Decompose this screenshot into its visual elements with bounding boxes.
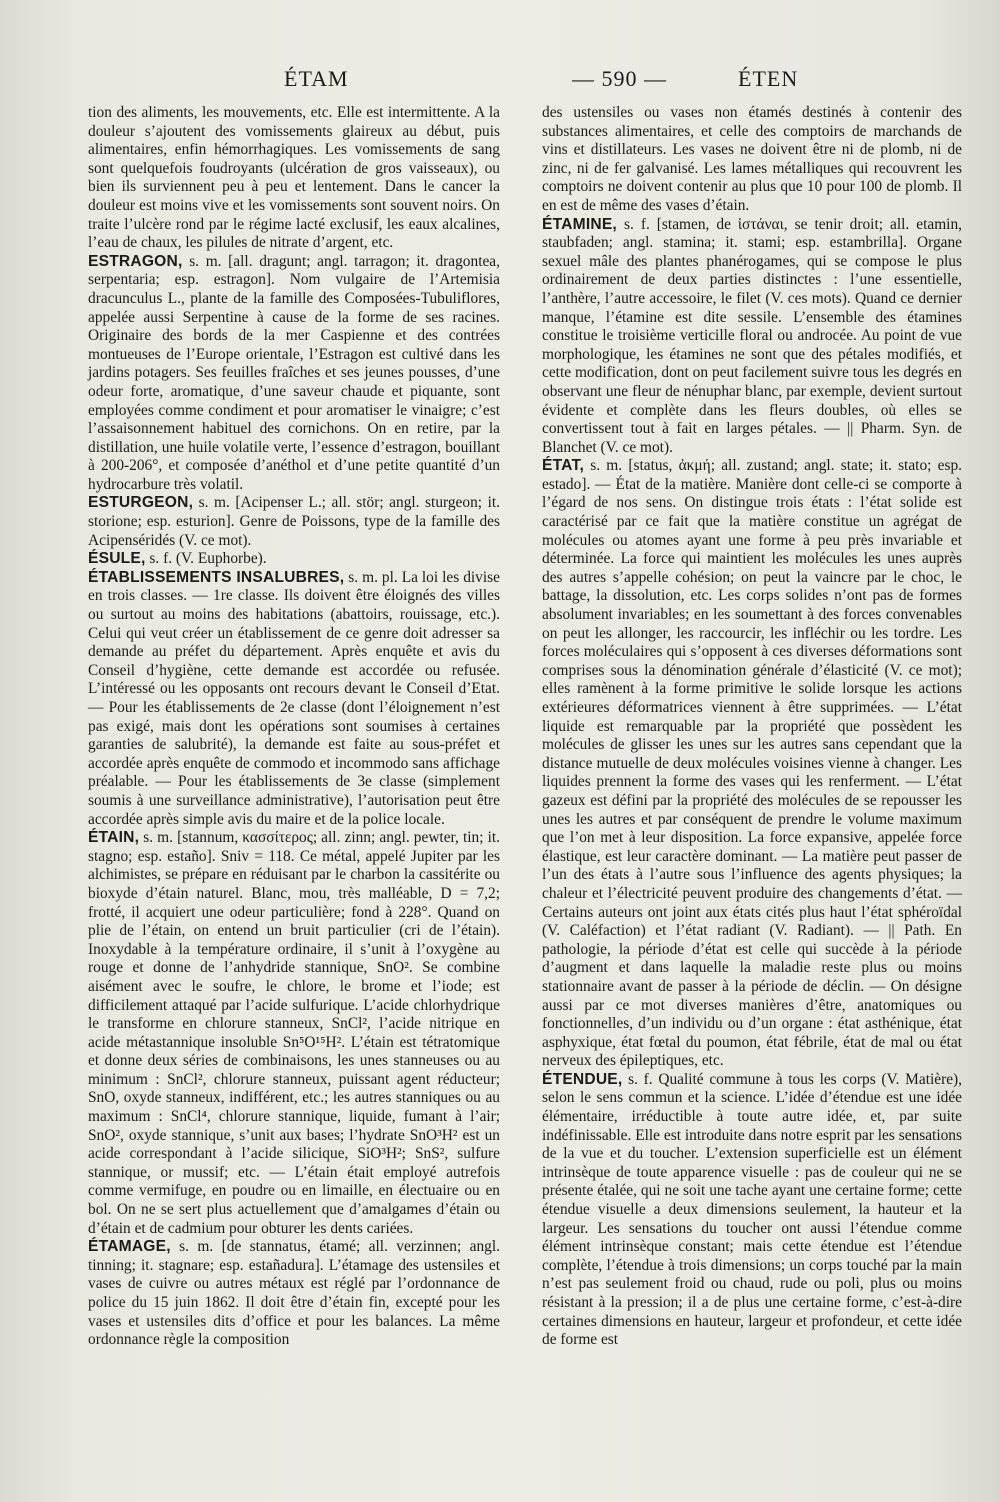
- entry-esule: [88, 550, 500, 569]
- entry-headword: ÉSULE,: [88, 550, 146, 568]
- entry-continuation: [542, 104, 962, 216]
- entry-text: s. m. [Acipenser L.; all. stör; angl. sturgeon; it. storione; esp. esturion]. Genre de Poissons, type de la famille des Acipenséridés (V. ce mot).: [88, 494, 500, 549]
- entry-text: s. f. [stamen, de ἱστάναι, se tenir droit; all. etamin, staubfaden; angl. stamina; it. stami; esp. estambrilla]. Organe sexuel mâle des plantes phanérogames, qui se compose le plus ordinairement de deux parties distinctes : l’une essentielle, l’anthère, l’autre accessoire, le filet (V. ces mots). Quand ce dernier manque, l’étamine est dite sessile. L’ensemble des étamines constitue le troisième verticille floral ou androcée. Au point de vue morphologique, les étamines ne sont que des pétales modifiés, et cette modification, dont on peut facilement suivre tous les degrés en observant une fleur de nénuphar blanc, par exemple, devient surtout évidente et complète dans les fleurs doubles, où elles se convertissent tout à fait en larges pétales. — || Pharm. Syn. de Blanchet (V. ce mot).: [542, 215, 962, 456]
- entry-headword: ESTURGEON,: [88, 494, 194, 512]
- entry-text: s. m. [stannum, κασσίτερος; all. zinn; angl. pewter, tin; it. stagno; esp. estaño]. Sniv = 118. Ce métal, appelé Jupiter par les alchimistes, se prépare en réduisant par le charbon la cassitérite ou bioxyde d’étain naturel. Blanc, mou, très malléable, D = 7,2; frotté, il acquiert une odeur particulière; fond à 228°. Quand on plie de l’étain, on entend un bruit particulier (cri de l’étain). Inoxydable à la température ordinaire, il s’unit à l’oxygène au rouge et donne de l’anhydride stannique, SnO². Se combine aisément avec le soufre, le chlore, le brome et l’iode; est difficilement attaqué par l’acide sulfurique. L’acide chlorhydrique le transforme en chlorure stanneux, SnCl², l’acide nitrique en acide métastannique insoluble Sn⁵O¹⁵H². L’étain est tétratomique et donne deux séries de combinaisons, les unes stanneuses ou au minimum : SnCl², chlorure stanneux, puissant agent réducteur; SnO, oxyde stanneux, indifférent, etc.; les autres stanniques ou au maximum : SnCl⁴, chlorure stannique, liquide, fumant à l’air; SnO², oxyde stannique, s’unit aux bases; l’hydrate SnO³H² est un acide correspondant à l’acide silicique, SiO³H²; SnS², sulfure stannique, or mussif; etc. — L’étain était employé autrefois comme vermifuge, en poudre ou en limaille, en électuaire ou en bol. On ne se sert plus actuellement que d’amalgames d’étain ou d’étain et de cadmium pour obturer les dents cariées.: [88, 829, 500, 1237]
- entry-text: s. f. Qualité commune à tous les corps (V. Matière), selon le sens commun et la science. L’idée d’étendue est une idée élémentaire, irréductible à toute autre idée, et, par suite indéfinissable. Elle est introduite dans notre esprit par les sensations de la vue et du toucher. L’extension superficielle est un élément intrinsèque de toute apparence visuelle : pas de couleur qui ne se présente étalée, qui ne soit une tache ayant une certaine forme; cette étendue visuelle a deux dimensions seulement, la hauteur et la largeur. Les sensations du toucher ont aussi l’étendue comme élément intrinsèque constant; mais cette étendue est l’étendue complète, l’étendue à trois dimensions; un corps touché par la main n’est pas seulement froid ou chaud, rude ou poli, plus ou moins résistant à la pression; il a de plus une certaine forme, c’est-à-dire certaines dimensions en hauteur, largeur et profondeur, et cette idée de forme est: [542, 1070, 963, 1349]
- entry-headword: ÉTAIN,: [88, 829, 140, 847]
- entry-etain: [88, 829, 500, 1238]
- entry-headword: ÉTABLISSEMENTS INSALUBRES,: [88, 568, 345, 586]
- entry-headword: ÉTENDUE,: [542, 1070, 623, 1088]
- header-right-guideword: ÉTEN: [738, 66, 799, 91]
- entry-text: s. m. [all. dragunt; angl. tarragon; it. dragontea, serpentaria; esp. estragon]. Nom vulgaire de l’Artemisia dracunculus L., plante de la famille des Composées-Tubuliflores, appelée aussi Serpentine à cause de la forme de ses racines. Originaire des bords de la mer Caspienne et des contrées montueuses de l’Europe orientale, l’Estragon est cultivé dans les jardins potagers. Ses feuilles fraîches et ses jeunes pousses, d’une odeur forte, aromatique, d’une saveur chaude et piquante, sont employées comme condiment et pour aromatiser le vinaigre; c’est l’assaisonnement habituel des cornichons. On en retire, par la distillation, une huile volatile verte, l’essence d’estragon, bouillant à 200-206°, et composée d’anéthol et d’une petite quantité d’un hydrocarbure très volatil.: [88, 252, 500, 493]
- left-column: [88, 104, 500, 1350]
- entry-text: s. m. pl. La loi les divise en trois classes. — 1re classe. Ils doivent être éloignés des villes ou surtout au moins des habitations (abattoirs, rouissage, etc.). Celui qui veut créer un établissement de ce genre doit adresser sa demande au préfet du département. Après enquête et avis du Conseil d’hygiène, cette demande est accordée ou refusée. L’intéressé ou les opposants ont recours devant le Conseil d’Etat. — Pour les établissements de 2e classe (dont l’éloignement n’est pas exigé, mais dont les opérations sont soumises à certaines garanties de salubrité), la demande est faite au sous-préfet et accordée après enquête de commodo et incommodo sans affichage préalable. — Pour les établissements de 3e classe (simplement soumis à une surveillance administrative), l’autorisation peut être accordée après simple avis du maire et de la police locale.: [88, 568, 500, 828]
- entry-etamine: [542, 216, 962, 458]
- entry-estragon: [88, 253, 500, 495]
- entry-etablissements: [88, 569, 500, 829]
- entry-etat: [542, 457, 962, 1071]
- entry-headword: ÉTAMINE,: [542, 215, 617, 233]
- entry-etamage: [88, 1238, 500, 1350]
- right-column: [542, 104, 962, 1350]
- entry-etendue: [542, 1071, 962, 1350]
- header-left-guideword: ÉTAM: [284, 66, 349, 91]
- entry-text: s. m. [status, ἀκμή; all. zustand; angl. state; it. stato; esp. estado]. — État de la matière. Manière dont celle-ci se comporte à l’égard de nos sens. On distingue trois états : l’état solide est caractérisé par ce fait que la matière constitue un agrégat de molécules ou atomes ayant une forme à peu près invariable et déterminée. La force qui maintient les molécules les unes auprès des autres s’appelle cohésion; on peut la vaincre par le choc, le battage, la dissolution, etc. Les corps solides n’ont pas de formes absolument invariables; en les soumettant à des forces convenables on peut les allonger, les raccourcir, les infléchir ou les tordre. Les forces moléculaires qui s’opposent à ces diverses déformations sont comprises sous la dénomination générale d’élasticité (V. ce mot); elles ramènent à la forme primitive le solide lorsque les actions extérieures déformatrices viennent à être supprimées. — L’état liquide est remarquable par la propriété que possèdent les molécules de glisser les unes sur les autres sans cependant que la distance mutuelle de deux molécules voisines vienne à changer. Les liquides prennent la forme des vases qui les renferment. — L’état gazeux est défini par la propriété des molécules de se repousser les unes les autres et par conséquent de prendre le volume maximum que l’on met à leur disposition. La force expansive, appelée force élastique, est leur caractère dominant. — La matière peut passer de l’un des états à l’autre sous l’influence des agents physiques; la chaleur et l’électricité peuvent produire des changements d’état. — Certains auteurs ont joint aux états cités plus haut l’état sphéroïdal (V. Caléfaction) et l’état radiant (V. Radiant). — || Path. En pathologie, la période d’état est celle qui succède à la période d’augment et dans laquelle la maladie reste plus ou moins stationnaire avant de passer à la période de déclin. — On désigne aussi par ce mot diverses manières d’être, anatomiques ou fonctionnelles, d’un individu ou d’un organe : état asthénique, état asphyxique, état fœtal du poumon, état fébrile, état de mal ou état nerveux des épileptiques, etc.: [542, 457, 962, 1070]
- entry-text: s. f. (V. Euphorbe).: [149, 550, 267, 568]
- entry-headword: ÉTAT,: [542, 457, 585, 475]
- entry-headword: ESTRAGON,: [88, 252, 183, 270]
- entry-continuation: [88, 104, 500, 253]
- entry-text: tion des aliments, les mouvements, etc. Elle est intermittente. A la douleur s’ajoutent des vomissements glaireux au début, puis alimentaires, enfin hémorrhagiques. Les vomissements de sang sont quelquefois foudroyants (ulcération de gros vaisseaux), ou bien ils surviennent peu à peu et lentement. Dans le cancer la douleur est moins vive et les vomissements sont souvent noirs. On traite l’ulcère rond par le régime lacté exclusif, les eaux alcalines, l’eau de chaux, les pilules de nitrate d’argent, etc.: [88, 104, 500, 252]
- entry-text: des ustensiles ou vases non étamés destinés à contenir des substances alimentaires, et celle des comptoirs de marchands de vins et distillateurs. Les vases ne doivent être ni de plomb, ni de zinc, ni de fer galvanisé. Les lames métalliques qui recouvrent les comptoirs ne doivent contenir au plus que 10 pour 100 de plomb. Il en est de même des vases d’étain.: [542, 104, 962, 214]
- running-header: [88, 66, 958, 102]
- entry-text: s. m. [de stannatus, étamé; all. verzinnen; angl. tinning; it. stagnare; esp. estañadura]. L’étamage des ustensiles et vases de cuivre ou autres métaux est réglé par l’ordonnance de police du 15 juin 1862. Il doit être d’étain fin, excepté pour les vases et ustensiles dits d’office et pour les balances. La même ordonnance règle la composition: [88, 1238, 500, 1349]
- entry-esturgeon: [88, 494, 500, 550]
- entry-headword: ÉTAMAGE,: [88, 1238, 171, 1256]
- page-number: — 590 —: [572, 66, 667, 91]
